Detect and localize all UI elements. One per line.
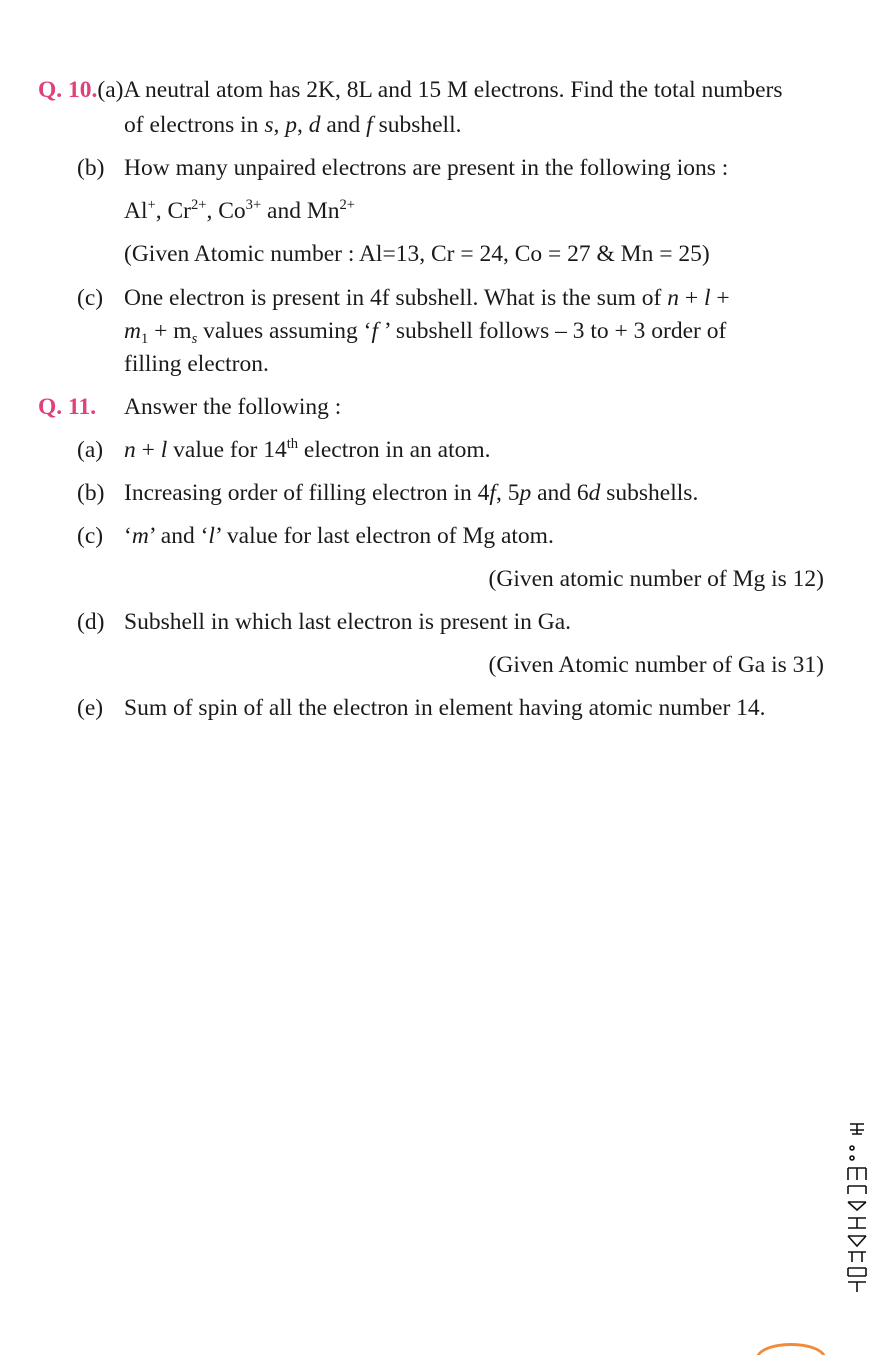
q11-b-text xyxy=(124,482,698,506)
q10-c-line3: filling electron. xyxy=(124,351,269,377)
q10-b-line1: How many unpaired electrons are present in the following ions : xyxy=(124,155,729,181)
ion-co: , Co xyxy=(206,198,246,224)
q10-c-line1 xyxy=(124,287,730,311)
charge: 3+ xyxy=(245,196,262,213)
var-n: n xyxy=(667,285,679,311)
superscript: th xyxy=(286,435,299,452)
text: electron in an atom. xyxy=(298,437,491,463)
q10-c-label: (c) xyxy=(77,285,104,311)
text: ’ subshell follows – 3 to + 3 order of xyxy=(378,318,727,344)
text: values assuming ‘ xyxy=(197,318,372,344)
charge: 2+ xyxy=(339,196,355,213)
q10-a-text: A neutral atom has 2K, 8L and 15 M electrons. Find the total numbers xyxy=(123,77,783,103)
text: , 5 xyxy=(495,480,520,506)
q11-e-label: (e) xyxy=(77,695,104,721)
ion-cr: , Cr xyxy=(155,198,191,224)
ion-mn: and Mn xyxy=(261,198,340,224)
q10-a-line1 xyxy=(38,79,782,103)
q11-header xyxy=(38,396,96,420)
var-p: p xyxy=(519,480,532,506)
q11-b-label: (b) xyxy=(77,480,105,506)
q10-b-label: (b) xyxy=(77,155,105,181)
subscript: 1 xyxy=(140,331,149,348)
q11-c-given: (Given atomic number of Mg is 12) xyxy=(488,566,824,592)
q10-number: Q. 10. xyxy=(38,77,98,103)
text: subshell. xyxy=(372,112,462,138)
q10-c-line2 xyxy=(124,318,727,348)
var-f: f xyxy=(489,480,496,506)
text: , xyxy=(296,112,309,138)
var-d: d xyxy=(588,480,601,506)
var-s: s xyxy=(264,112,274,138)
charge: + xyxy=(147,196,156,213)
charge: 2+ xyxy=(190,196,207,213)
vertical-watermark-icon xyxy=(842,1120,874,1295)
q11-e-text: Sum of spin of all the electron in element having atomic number 14. xyxy=(124,695,766,721)
text: Increasing order of filling electron in 4 xyxy=(124,480,490,506)
var-l: l xyxy=(208,523,215,549)
text: + xyxy=(678,285,704,311)
var-f: f xyxy=(366,112,373,138)
text: ’ and ‘ xyxy=(148,523,209,549)
page-corner-arc-icon xyxy=(756,1343,826,1355)
q11-d-given: (Given Atomic number of Ga is 31) xyxy=(488,652,824,678)
q11-c-text xyxy=(124,525,554,549)
var-d: d xyxy=(308,112,321,138)
q11-heading: Answer the following : xyxy=(124,394,342,420)
var-l: l xyxy=(160,437,168,463)
text: of electrons in xyxy=(124,112,265,138)
text: + xyxy=(710,285,730,311)
q11-a-text xyxy=(124,435,491,463)
q10-b-given: (Given Atomic number : Al=13, Cr = 24, Co = 27 & Mn = 25) xyxy=(124,241,710,267)
text: ‘ xyxy=(124,523,132,549)
q11-number: Q. 11. xyxy=(38,394,97,420)
text: and 6 xyxy=(531,480,589,506)
var-l: l xyxy=(704,285,711,311)
var-p: p xyxy=(285,112,297,138)
text: and xyxy=(320,112,367,138)
text: One electron is present in 4f subshell. What is the sum of xyxy=(124,285,668,311)
text: subshells. xyxy=(600,480,699,506)
text: + xyxy=(135,437,161,463)
text: value for 14 xyxy=(167,437,287,463)
text: , xyxy=(273,112,286,138)
q11-d-label: (d) xyxy=(77,609,105,635)
q10-a-label: (a) xyxy=(97,77,124,103)
q11-a-label: (a) xyxy=(77,437,104,463)
text: ’ value for last electron of Mg atom. xyxy=(214,523,554,549)
subscript-s: s xyxy=(191,331,198,348)
q10-a-line2 xyxy=(124,114,461,138)
q11-c-label: (c) xyxy=(77,523,104,549)
var-m: m xyxy=(131,523,149,549)
q10-b-ions xyxy=(124,196,355,224)
ion-al: Al xyxy=(124,198,148,224)
var-n: n xyxy=(124,437,136,463)
var-m: m xyxy=(124,318,141,344)
text: + m xyxy=(148,318,192,344)
q11-d-text: Subshell in which last electron is present in Ga. xyxy=(124,609,572,635)
var-f: f xyxy=(371,318,379,344)
